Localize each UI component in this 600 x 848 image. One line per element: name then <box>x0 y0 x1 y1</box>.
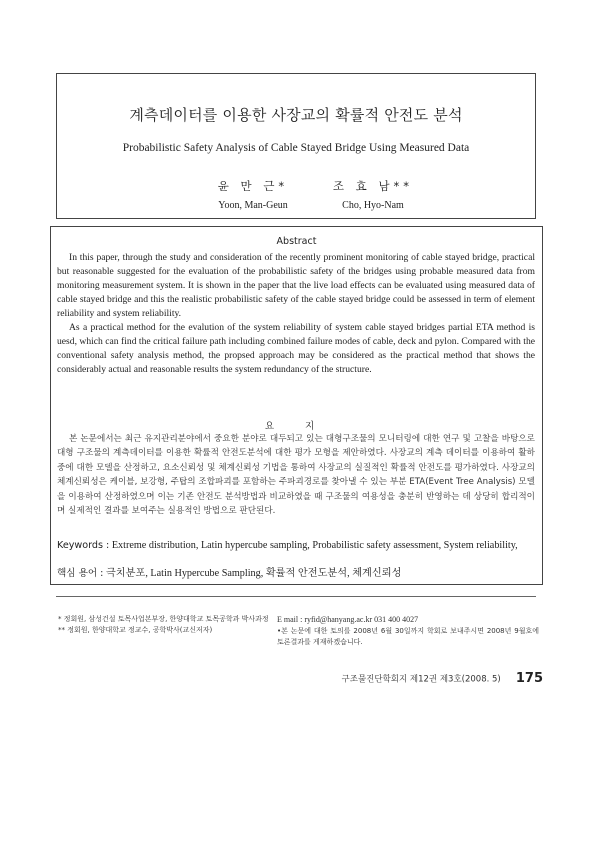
key-terms-label: 핵심 용어 : <box>57 568 104 579</box>
footnote-author-2: ** 정회원, 한양대학교 정교수, 공학박사(교신저자) <box>58 626 213 634</box>
footnote-author-1: * 정회원, 삼성건설 토목사업본부장, 한양대학교 토목공학과 박사과정 <box>58 615 269 623</box>
korean-summary-heading: 요 지 <box>264 421 329 432</box>
paper-title-english: Probabilistic Safety Analysis of Cable Stayed Bridge Using Measured Data <box>122 142 470 154</box>
abstract-paragraph: As a practical method for the evalution of the system reliability of system cable stayed bridges partial ETA method is uesd, which can find the critical failure path including combined failure modes of cable, deck and pylon. Compared with the conventional safety analysis method, the propsed approach may be considered as the practical method that shows the considerably actual and reasonable results the system redundancy of the structure. <box>57 322 535 376</box>
page-footer <box>342 668 543 687</box>
korean-summary-body <box>57 432 535 518</box>
footnote-divider <box>56 596 536 597</box>
title-box <box>56 73 536 219</box>
key-terms <box>57 567 537 581</box>
keywords-text: Extreme distribution, Latin hypercube sampling, Probabilistic safety assessment, System reliability, <box>111 540 518 551</box>
author-2-korean-name: 조 효 남** <box>332 179 414 193</box>
key-terms-text: 극치분포, Latin Hypercube Sampling, 확률적 안전도분석, 체계신뢰성 <box>105 568 402 579</box>
korean-summary-paragraph: 본 논문에서는 최근 유지관리분야에서 중요한 분야로 대두되고 있는 대형구조물의 모니터링에 대한 연구 및 고찰을 바탕으로 대형 구조물의 계측데이터를 이용한 확률적 안전도분석에 대한 평가 모형을 제안하였다. 사장교의 계측 데이터를 이용하여 활하중에 대한 모델을 산정하고, 요소신뢰성 및 체계신뢰성 기법을 통하여 사장교의 실질적인 확률적 안전도를 평가하였다. 사장교의 체계신뢰성은 케이블, 보강형, 주탑의 조합파괴를 포함하는 주파괴경로를 찾아낼 수 있는 부분 ETA(Event Tree Analysis) 모델을 이용하여 산정하였으며 이는 기존 안전도 분석방법과 비교하였을 때 구조물의 여용성을 충분히 반영하는 데 상당히 합리적이며 실제적인 결과를 보여주는 실용적인 방법으로 판단된다. <box>57 434 535 517</box>
abstract-heading: Abstract <box>276 236 317 247</box>
author-1-korean-name: 윤 만 근* <box>217 179 289 193</box>
abstract-body <box>57 251 535 377</box>
author-1-english-name: Yoon, Man-Geun <box>218 200 288 211</box>
abstract-box <box>50 226 543 585</box>
paper-title-korean: 계측데이터를 이용한 사장교의 확률적 안전도 분석 <box>129 106 463 124</box>
footnote-discussion-notice: •본 논문에 대한 토의를 2008년 6월 30일까지 학회로 보내주시면 2008년 9월호에 토론결과를 게재하겠습니다. <box>277 627 539 646</box>
author-2-english-name: Cho, Hyo-Nam <box>342 200 404 211</box>
author-1 <box>193 178 313 211</box>
abstract-paragraph: In this paper, through the study and consideration of the recently prominent monitoring of cable stayed bridge, practical but reasonable suggested for the evaluation of the probabilistic safety of the bridges using probable measured data from monitoring measurement system. It is shown in the paper that the live load effects can be evaluated using measured data of cable stayed bridge and this the realistic probabilistic safety of the cable stayed bridge could be assessed in term of element reliability and system reliability. <box>57 252 535 320</box>
keywords-label: Keywords : <box>57 540 110 551</box>
keywords <box>57 539 537 553</box>
footnote-email: E mail : ryfid@hanyang.ac.kr 031 400 4027 <box>277 615 419 624</box>
page-number: 175 <box>515 671 543 686</box>
author-2 <box>313 178 433 211</box>
journal-info: 구조물진단학회지 제12권 제3호(2008. 5) <box>341 674 501 685</box>
